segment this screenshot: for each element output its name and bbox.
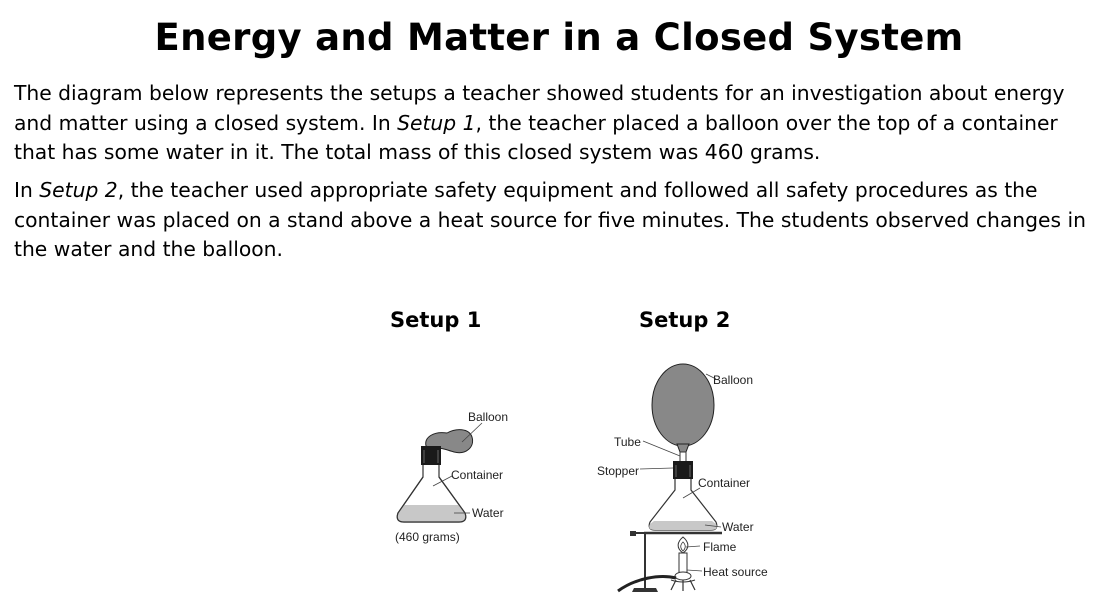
setup2-heat-source-label: Heat source — [703, 565, 768, 579]
setup2-balloon — [652, 364, 714, 446]
page-title: Energy and Matter in a Closed System — [154, 16, 964, 59]
intro-text-2: , the teacher placed a balloon over the top of a container that has some water in it. The total mass of this closed system was 460 grams. — [14, 110, 1058, 164]
setup2-reference: Setup 2 — [39, 178, 118, 202]
setup1-water-label: Water — [472, 506, 504, 520]
setup1-water — [397, 505, 466, 522]
setup2-flame-label: Flame — [703, 540, 737, 554]
setup2-tube — [680, 452, 686, 462]
intro-text-1: The diagram below represents the setups a teacher showed students for an investigation about energy and matter using a closed system. In — [14, 81, 1065, 135]
setup1-mass-label: (460 grams) — [395, 530, 460, 544]
setup1-heading: Setup 1 — [390, 308, 482, 332]
procedure-text-2: , the teacher used appropriate safety equipment and followed all safety procedures as the container was placed on a stand above a heat source for five minutes. The students observed changes in the water and the balloon. — [14, 178, 1086, 261]
setup1-container-label: Container — [451, 468, 504, 482]
setup2-stopper-label: Stopper — [597, 464, 640, 478]
setup2-container-label: Container — [698, 476, 751, 490]
setup2-balloon-label: Balloon — [713, 373, 754, 387]
setup1-balloon-label: Balloon — [468, 410, 509, 424]
setup2-heading: Setup 2 — [639, 308, 731, 332]
setup2-tube-label: Tube — [614, 435, 641, 449]
heat-source — [671, 553, 695, 591]
setup1-reference: Setup 1 — [397, 110, 476, 135]
procedure-text-1: In — [14, 178, 40, 202]
setup2-water-label: Water — [722, 520, 754, 534]
